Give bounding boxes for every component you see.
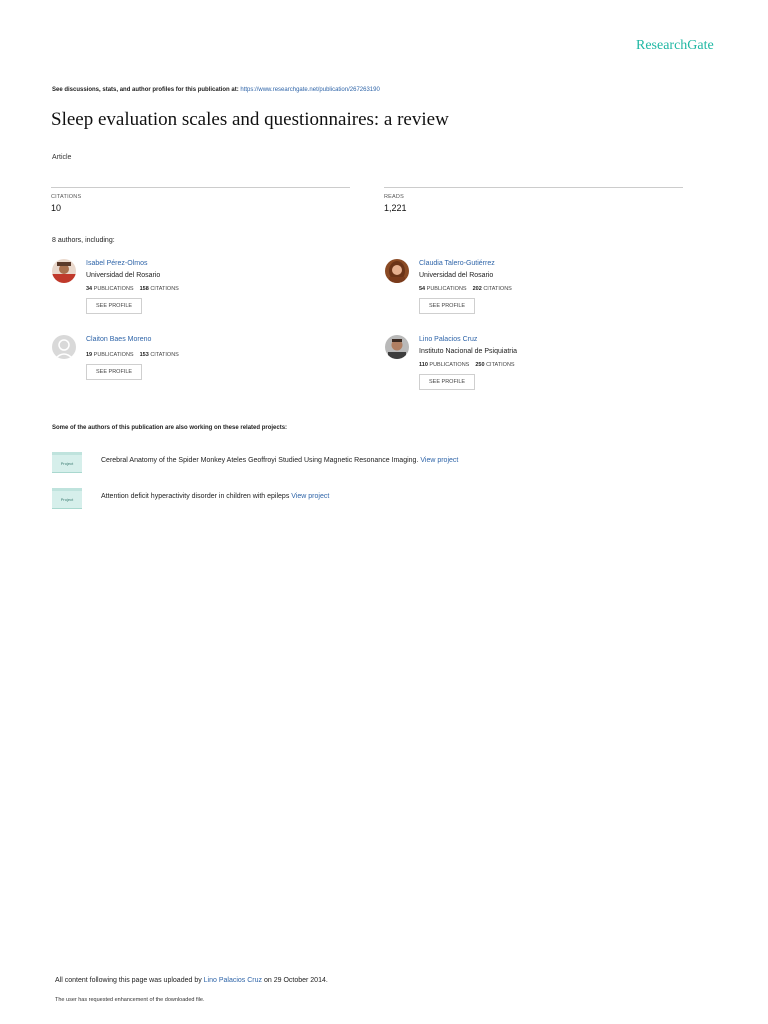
- publications-label: PUBLICATIONS: [426, 286, 467, 292]
- author-stats: [419, 362, 675, 368]
- citations-label: CITATIONS: [150, 352, 179, 358]
- reads-label: READS: [384, 194, 404, 200]
- avatar[interactable]: [385, 335, 409, 359]
- upload-note: [55, 977, 328, 984]
- citations-label: CITATIONS: [51, 194, 82, 200]
- author-institution: Universidad del Rosario: [419, 272, 494, 279]
- author-name[interactable]: Claiton Baes Moreno: [86, 336, 152, 343]
- citations-label: CITATIONS: [483, 286, 512, 292]
- project-folder-icon: [52, 488, 82, 508]
- see-profile-button[interactable]: SEE PROFILE: [86, 298, 142, 314]
- discussion-prefix: See discussions, stats, and author profiles for this publication at:: [52, 87, 241, 93]
- avatar[interactable]: [385, 259, 409, 283]
- related-project: [52, 488, 652, 510]
- author-stats: [419, 286, 675, 292]
- project-title: Cerebral Anatomy of the Spider Monkey Ateles Geoffroyi Studied Using Magnetic Resonance Imaging.: [101, 457, 419, 464]
- project-text: [101, 457, 458, 464]
- avatar[interactable]: [52, 259, 76, 283]
- project-badge: Project: [52, 491, 82, 509]
- publications-count: 34: [86, 286, 93, 292]
- author-institution: Instituto Nacional de Psiquiatria: [419, 348, 518, 355]
- avatar-placeholder-icon[interactable]: [52, 335, 76, 359]
- see-profile-button[interactable]: SEE PROFILE: [419, 374, 475, 390]
- publication-title: Sleep evaluation scales and questionnaires: a review: [51, 109, 449, 130]
- citations-value: 10: [51, 203, 62, 213]
- upload-prefix: All content following this page was uploaded by: [55, 977, 204, 984]
- publications-count: 54: [419, 286, 426, 292]
- publications-count: 110: [419, 362, 428, 368]
- uploader-link[interactable]: Lino Palacios Cruz: [203, 977, 263, 984]
- project-badge: Project: [52, 455, 82, 473]
- publications-label: PUBLICATIONS: [93, 286, 134, 292]
- citations-label: CITATIONS: [150, 286, 179, 292]
- upload-suffix: on 29 October 2014.: [262, 977, 328, 984]
- reads-value: 1,221: [384, 203, 407, 213]
- publications-label: PUBLICATIONS: [93, 352, 134, 358]
- researchgate-logo[interactable]: ResearchGate: [636, 38, 714, 53]
- citations-count: 153: [139, 352, 149, 358]
- see-profile-button[interactable]: SEE PROFILE: [419, 298, 475, 314]
- author-name[interactable]: Isabel Pérez-Olmos: [86, 260, 148, 267]
- discussion-line: [52, 87, 380, 93]
- citations-label: CITATIONS: [486, 362, 515, 368]
- citations-count: 250: [475, 362, 485, 368]
- author-stats: [86, 286, 342, 292]
- publications-label: PUBLICATIONS: [429, 362, 470, 368]
- reads-stat: [384, 187, 683, 213]
- citations-count: 202: [472, 286, 482, 292]
- publication-type: Article: [52, 154, 72, 161]
- citations-stat: [51, 187, 350, 213]
- publications-count: 19: [86, 352, 93, 358]
- author-name[interactable]: Lino Palacios Cruz: [419, 336, 478, 343]
- related-project: [52, 452, 652, 474]
- author-stats: [86, 352, 342, 358]
- view-project-link[interactable]: View project: [291, 493, 330, 500]
- author-institution: Universidad del Rosario: [86, 272, 161, 279]
- author-name[interactable]: Claudia Talero-Gutiérrez: [419, 260, 495, 267]
- related-projects-heading: Some of the authors of this publication are also working on these related projects:: [52, 425, 288, 431]
- project-title: Attention deficit hyperactivity disorder in children with epileps: [101, 493, 290, 500]
- view-project-link[interactable]: View project: [420, 457, 459, 464]
- enhancement-note: The user has requested enhancement of the downloaded file.: [55, 997, 205, 1003]
- project-folder-icon: [52, 452, 82, 472]
- see-profile-button[interactable]: SEE PROFILE: [86, 364, 142, 380]
- project-text: [101, 493, 329, 500]
- publication-link[interactable]: https://www.researchgate.net/publication/267263190: [240, 87, 380, 93]
- authors-heading: 8 authors, including:: [52, 237, 115, 244]
- citations-count: 158: [139, 286, 149, 292]
